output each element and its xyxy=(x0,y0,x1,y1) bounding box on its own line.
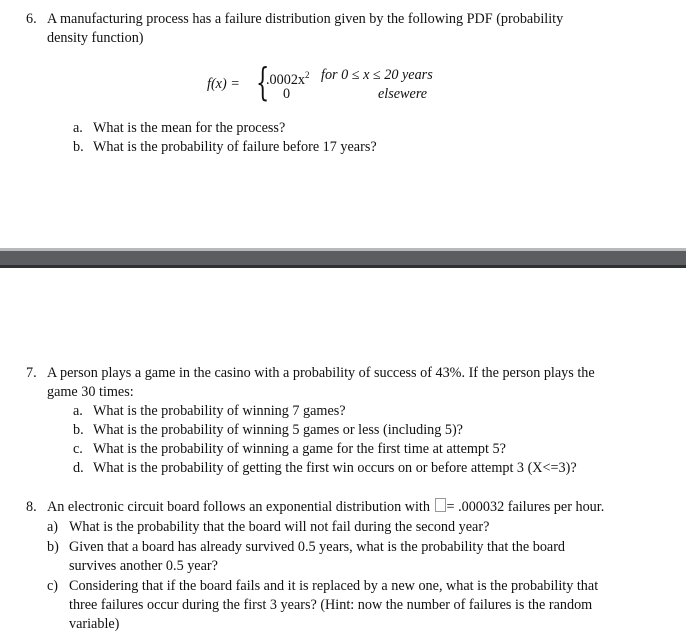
list-item: b. What is the probability of winning 5 games or less (including 5)? xyxy=(73,422,463,438)
formula-case2: 0 xyxy=(283,86,291,102)
question-text-line: game 30 times: xyxy=(47,384,134,400)
list-item: b) Given that a board has already survived 0.5 years, what is the probability that the board survives another 0.5 year? xyxy=(47,539,566,574)
question-text-line: A manufacturing process has a failure distribution given by the following PDF (probability xyxy=(47,11,564,27)
formula-case1-condition: for 0 ≤ x ≤ 20 years xyxy=(321,67,433,83)
list-item: a) What is the probability that the board will not fail during the second year? xyxy=(47,519,490,535)
list-item: a. What is the probability of winning 7 games? xyxy=(73,403,346,419)
list-item: c) Considering that if the board fails and it is replaced by a new one, what is the probability that three failures occur during the first 3 years? (Hint: now the number of failures is the random variable) xyxy=(47,578,599,632)
list-item: b. What is the probability of failure before 17 years? xyxy=(73,139,377,155)
question-text-line: A person plays a game in the casino with a probability of success of 43%. If the person plays the xyxy=(47,365,595,381)
question-number: 6. xyxy=(26,11,37,27)
question-number: 8. xyxy=(26,499,37,515)
formula-lhs: f(x) = xyxy=(207,76,240,92)
list-item: d. What is the probability of getting the first win occurs on or before attempt 3 (X<=3)? xyxy=(73,460,577,476)
list-item: c. What is the probability of winning a game for the first time at attempt 5? xyxy=(73,441,506,457)
missing-glyph-icon xyxy=(435,498,446,512)
page-divider xyxy=(0,248,686,268)
formula-brace: { xyxy=(256,60,270,104)
question-text-line: density function) xyxy=(47,30,144,46)
formula-case2-condition: elsewere xyxy=(378,86,428,102)
pdf-formula xyxy=(0,0,686,110)
question-text-line: An electronic circuit board follows an exponential distribution with = .000032 failures per hour. xyxy=(47,499,605,515)
list-item: a. What is the mean for the process? xyxy=(73,120,286,136)
question-number: 7. xyxy=(26,365,37,381)
formula-case1: $.0002x^2$ xyxy=(266,70,310,88)
